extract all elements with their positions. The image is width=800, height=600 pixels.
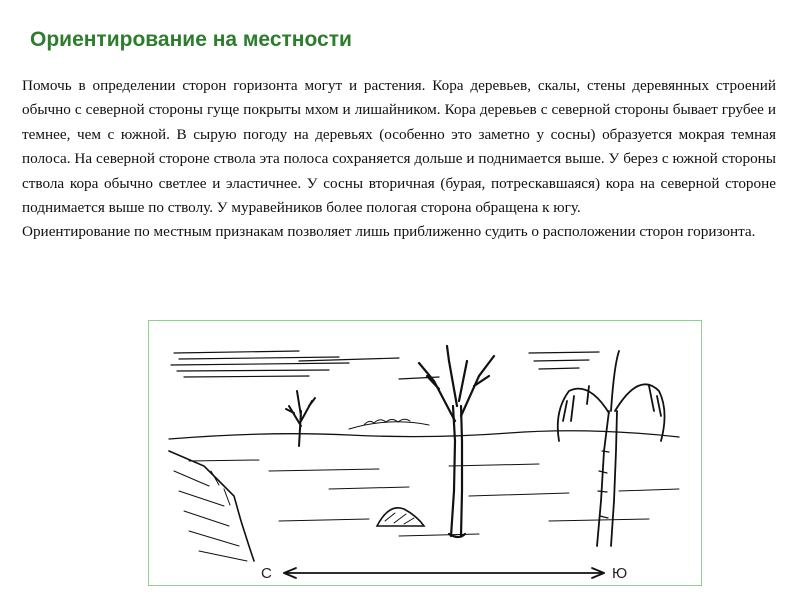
page-title: Ориентирование на местности (30, 28, 352, 51)
sky-hatching (171, 351, 599, 379)
paragraph-approximate: Ориентирование по местным признакам позволяет лишь приближенно судить о расположении сторон горизонта. (22, 223, 756, 241)
rock (377, 508, 424, 526)
ground-hatching (189, 460, 679, 536)
north-label: С (261, 565, 272, 582)
rocky-slope (169, 451, 254, 561)
landscape-drawing (149, 321, 700, 584)
bare-tree (419, 346, 494, 537)
landscape-illustration (148, 320, 702, 586)
horizon-line (169, 431, 679, 439)
birch-tree (558, 351, 665, 546)
distant-tree (286, 391, 315, 446)
south-label: Ю (612, 565, 628, 582)
paragraph-plants: Помочь в определении сторон горизонта могут и растения. Кора деревьев, скалы, стены деревянных строений обычно с северной стороны гуще покрыты мхом и лишайником. Кора деревьев с северной стороны бывает грубее и темнее, чем с южной. В сырую погоду на деревьях (особенно это заметно у сосны) образуется мокрая темная полоса. На северной стороне ствола эта полоса сохраняется дольше и поднимается выше. У берез с южной стороны ствола кора обычно светлее и эластичнее. У сосны вторичная (бурая, потрескавшаяся) кора на северной стороне поднимается выше по стволу. У муравейников более пологая сторона обращена к югу. (22, 77, 776, 217)
body-text (22, 74, 776, 245)
